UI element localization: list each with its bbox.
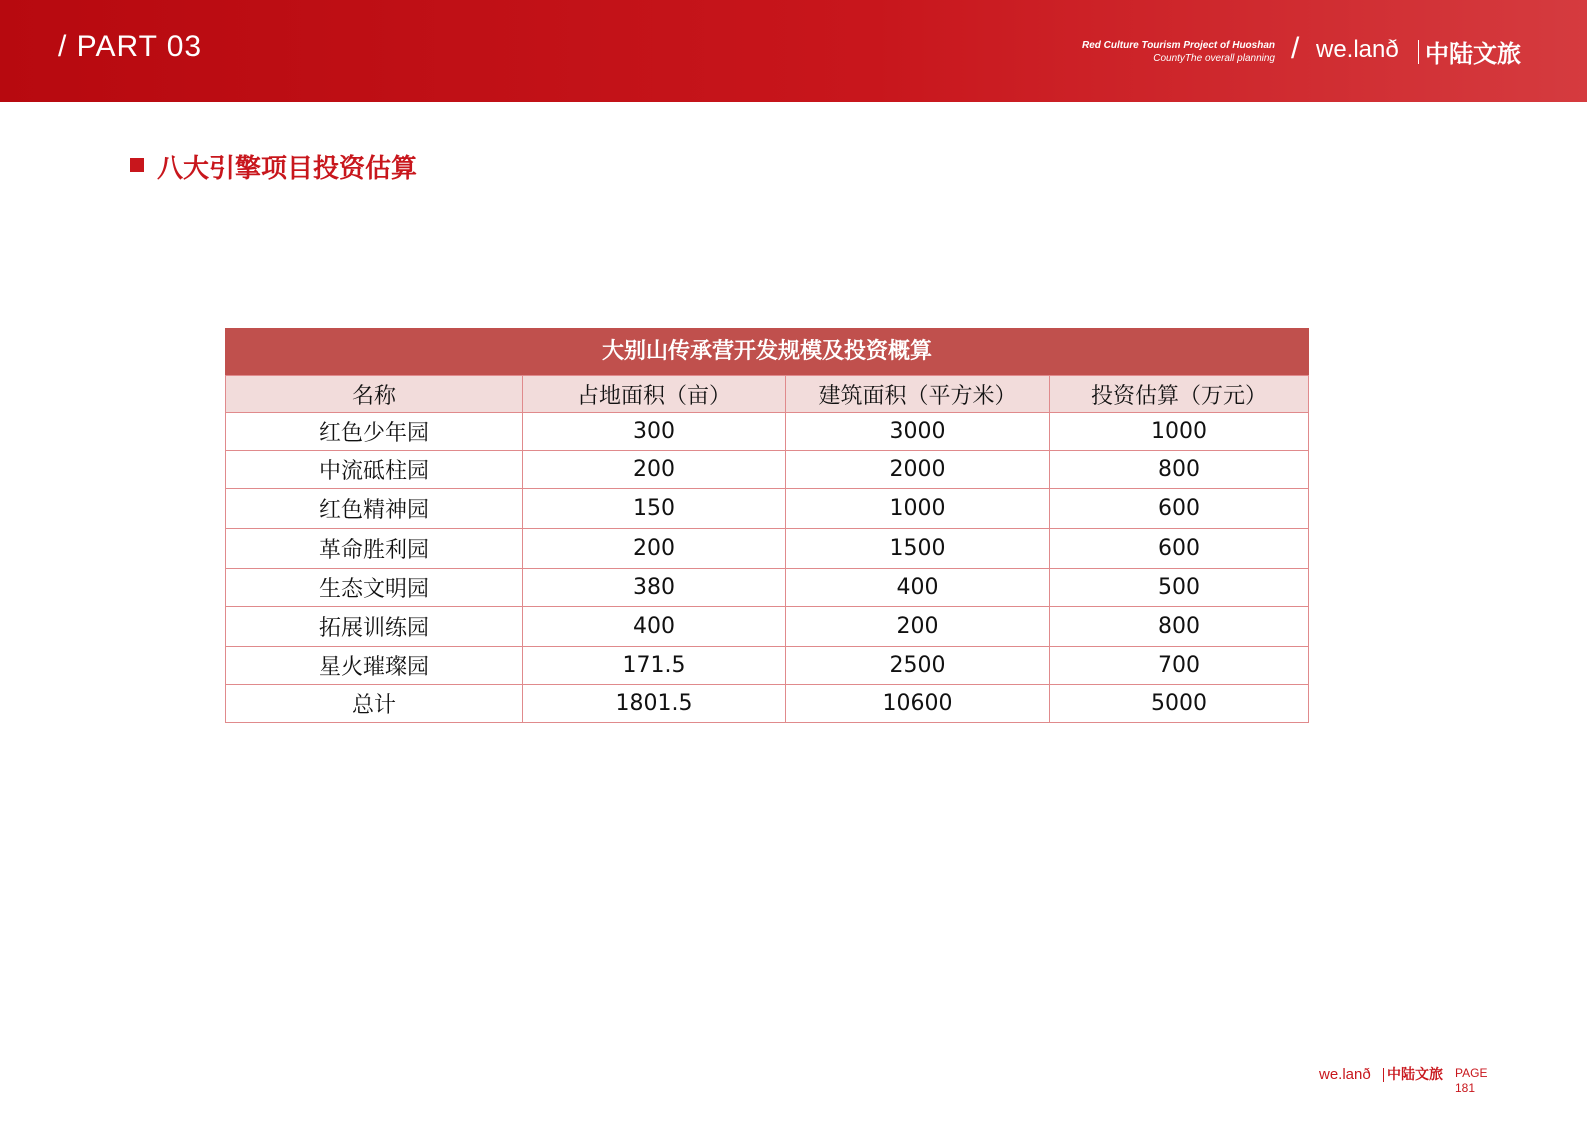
- table-cell: 红色少年园: [226, 413, 523, 451]
- table-cell: 1500: [786, 529, 1050, 569]
- column-header: 占地面积（亩）: [523, 376, 786, 413]
- table-cell: 600: [1050, 529, 1309, 569]
- table-cell: 400: [786, 569, 1050, 607]
- table-cell: 生态文明园: [226, 569, 523, 607]
- table-row: [226, 451, 1309, 489]
- brand-logo-en: we.lanð: [1316, 36, 1399, 63]
- column-header: 名称: [226, 376, 523, 413]
- data-table: [225, 375, 1309, 723]
- table-cell: 1000: [1050, 413, 1309, 451]
- brand-divider: [1418, 40, 1419, 64]
- section-title: 八大引擎项目投资估算: [157, 154, 418, 184]
- footer-divider: [1383, 1068, 1384, 1082]
- table-cell: 中流砥柱园: [226, 451, 523, 489]
- table-row: [226, 569, 1309, 607]
- table-cell: 800: [1050, 451, 1309, 489]
- table-cell: 3000: [786, 413, 1050, 451]
- table-cell: 革命胜利园: [226, 529, 523, 569]
- table-row: [226, 647, 1309, 685]
- table-cell: 150: [523, 489, 786, 529]
- table-cell: 600: [1050, 489, 1309, 529]
- table-cell: 500: [1050, 569, 1309, 607]
- brand-logo-cn: 中陆文旅: [1425, 40, 1521, 68]
- table-cell: 200: [523, 529, 786, 569]
- table-cell: 800: [1050, 607, 1309, 647]
- table-cell: 400: [523, 607, 786, 647]
- table-cell: 1000: [786, 489, 1050, 529]
- table-header-row: [226, 376, 1309, 413]
- investment-table: [225, 328, 1309, 723]
- table-cell: 380: [523, 569, 786, 607]
- header-slash: /: [1291, 32, 1300, 65]
- table-cell: 1801.5: [523, 685, 786, 723]
- table-cell: 星火璀璨园: [226, 647, 523, 685]
- table-cell: 171.5: [523, 647, 786, 685]
- table-cell: 2500: [786, 647, 1050, 685]
- table-row: [226, 607, 1309, 647]
- table-cell: 200: [523, 451, 786, 489]
- table-row: [226, 529, 1309, 569]
- table-row: [226, 413, 1309, 451]
- footer-logo-cn: 中陆文旅: [1387, 1067, 1443, 1083]
- project-title-line1: Red Culture Tourism Project of Huoshan: [1082, 40, 1275, 51]
- footer-logo-en: we.lanð: [1319, 1066, 1371, 1083]
- header-banner: [0, 0, 1587, 102]
- table-cell: 200: [786, 607, 1050, 647]
- page-label: PAGE: [1455, 1066, 1488, 1080]
- table-cell: 2000: [786, 451, 1050, 489]
- table-cell: 红色精神园: [226, 489, 523, 529]
- table-cell: 拓展训练园: [226, 607, 523, 647]
- page-number: 181: [1455, 1081, 1476, 1095]
- square-bullet-icon: [130, 158, 144, 172]
- part-title: / PART 03: [58, 30, 203, 63]
- column-header: 投资估算（万元）: [1050, 376, 1309, 413]
- table-cell: 总计: [226, 685, 523, 723]
- table-cell: 10600: [786, 685, 1050, 723]
- table-total-row: [226, 685, 1309, 723]
- table-title: 大别山传承营开发规模及投资概算: [225, 328, 1309, 375]
- table-cell: 5000: [1050, 685, 1309, 723]
- table-cell: 700: [1050, 647, 1309, 685]
- project-title-line2: CountyThe overall planning: [1153, 53, 1275, 64]
- column-header: 建筑面积（平方米）: [786, 376, 1050, 413]
- table-cell: 300: [523, 413, 786, 451]
- table-row: [226, 489, 1309, 529]
